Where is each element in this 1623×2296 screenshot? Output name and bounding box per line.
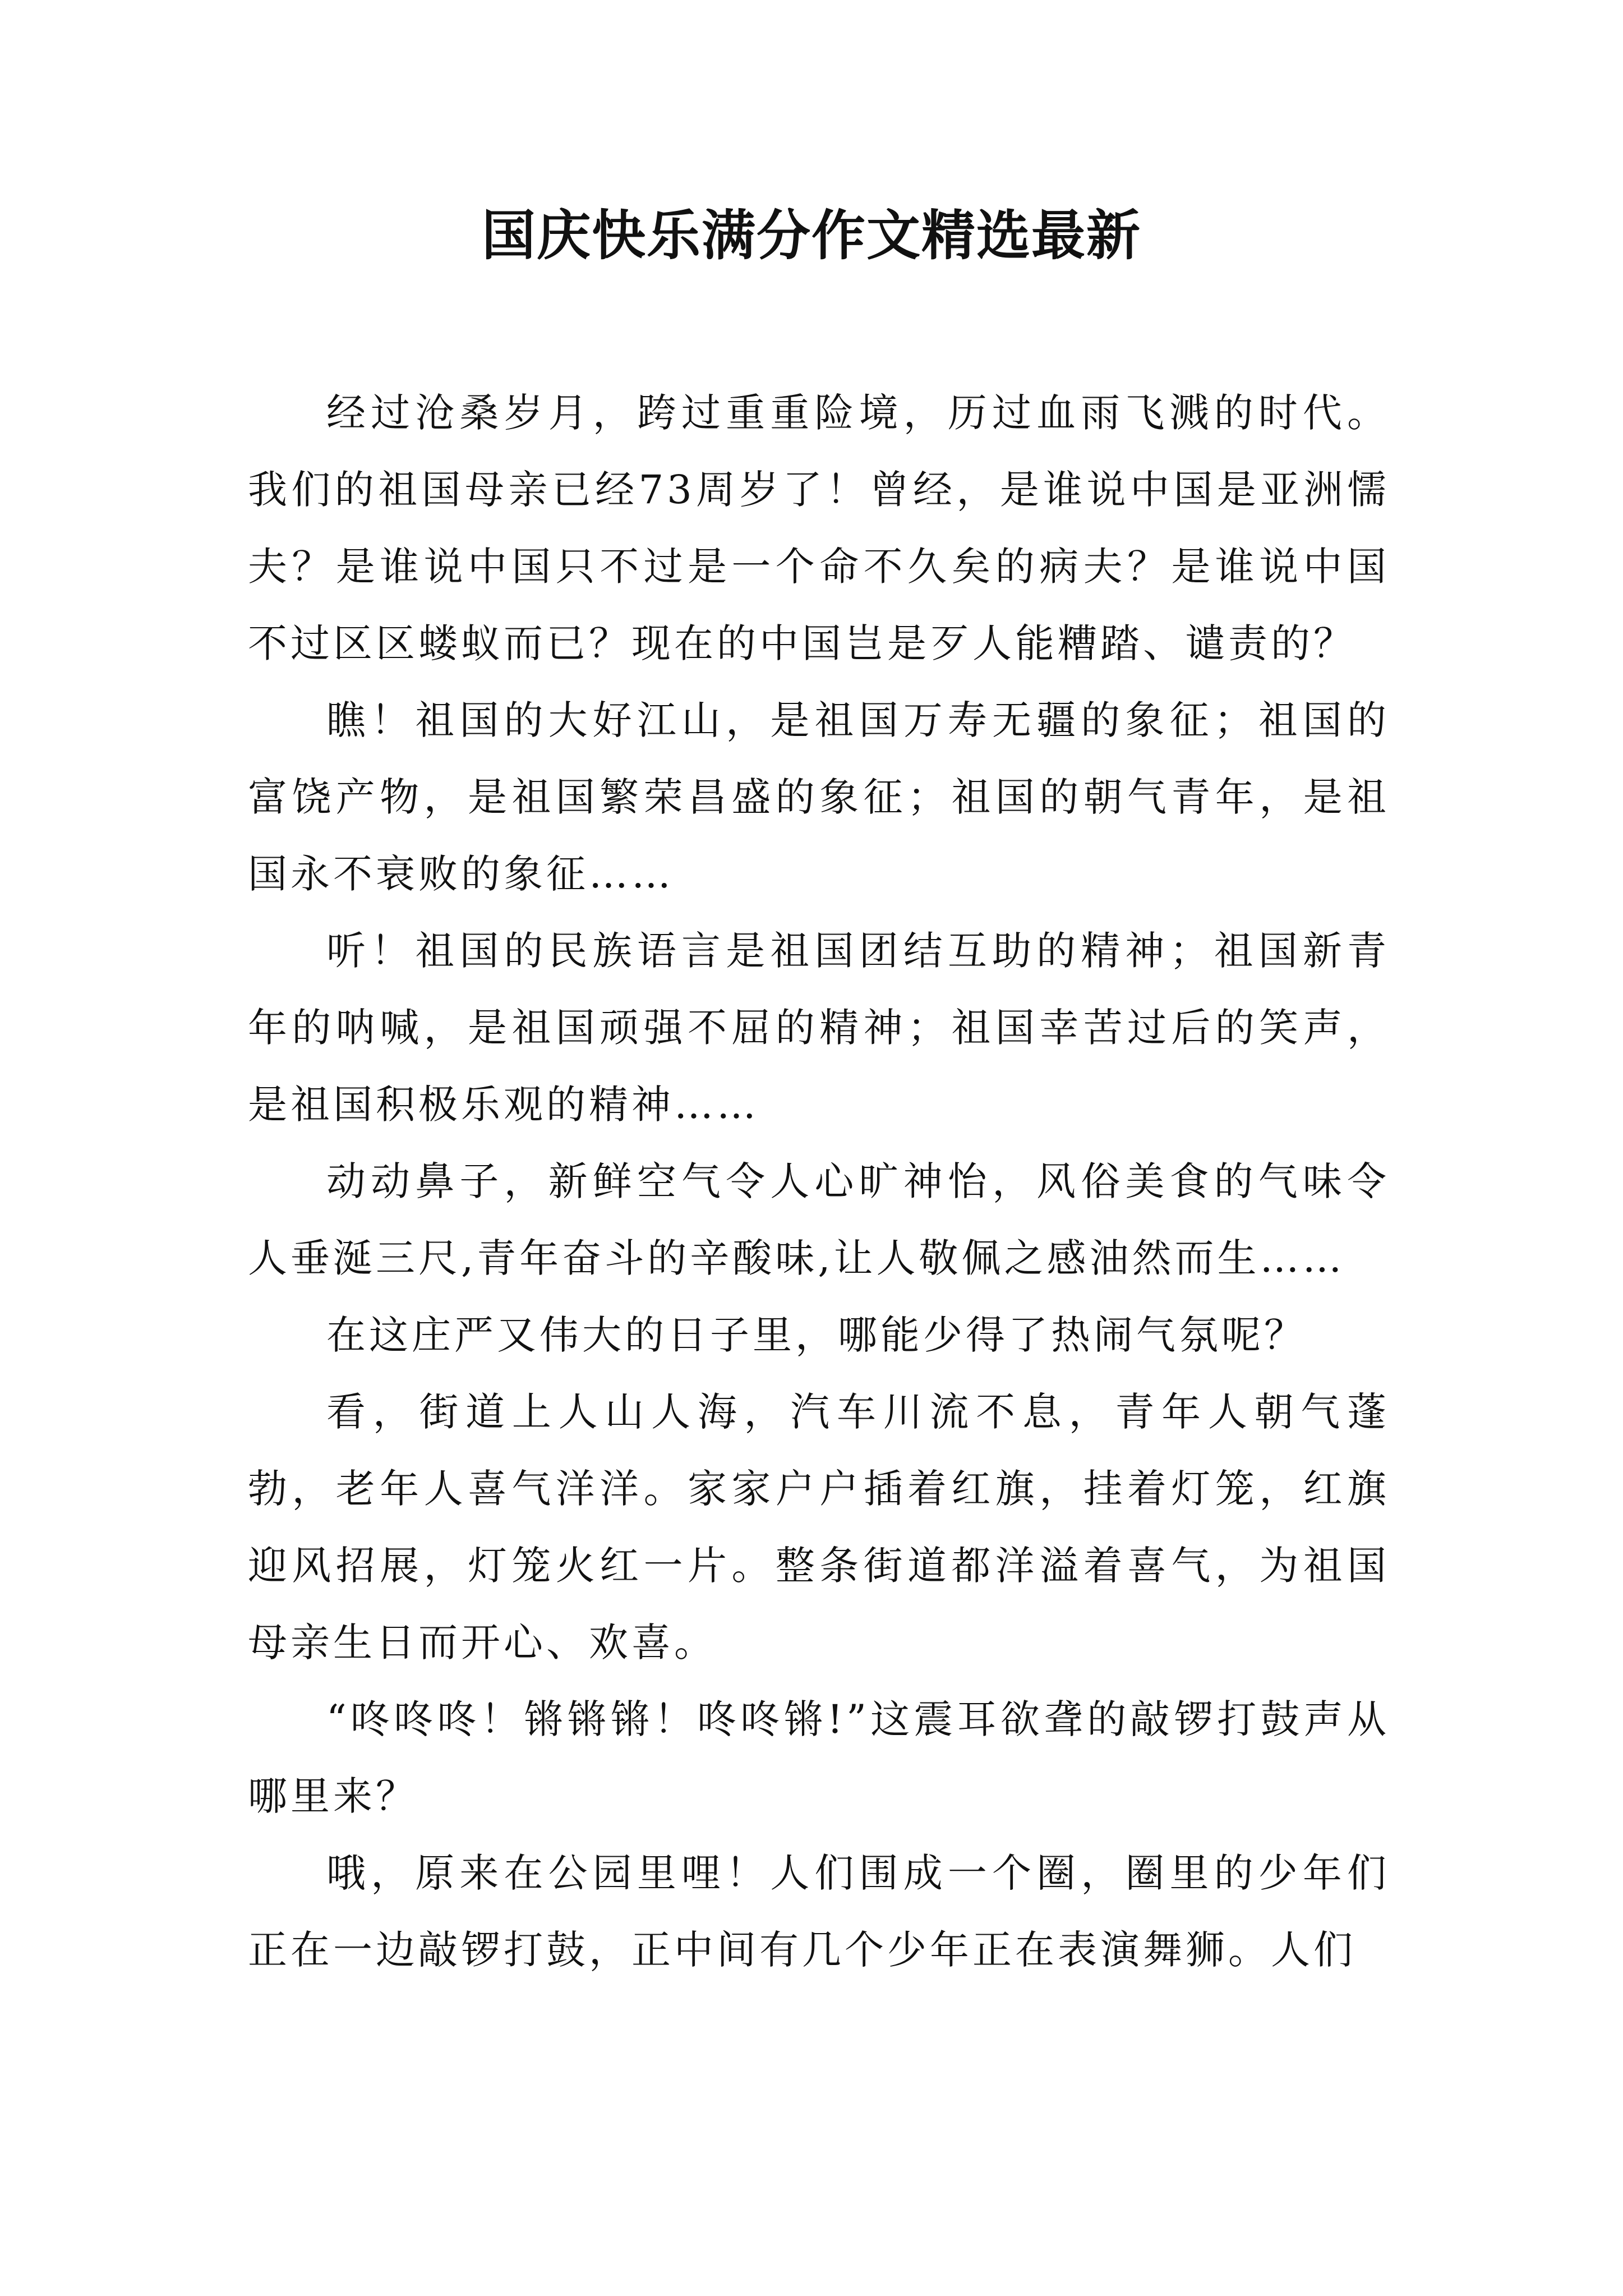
paragraph: 看，街道上人山人海，汽车川流不息，青年人朝气蓬勃，老年人喜气洋洋。家家户户插着红旗，挂着灯笼，红旗迎风招展，灯笼火红一片。整条街道都洋溢着喜气，为祖国母亲生日而开心、欢喜。: [248, 1389, 1390, 1665]
paragraph: 在这庄严又伟大的日子里，哪能少得了热闹气氛呢？: [326, 1312, 1307, 1358]
paragraph: 经过沧桑岁月，跨过重重险境，历过血雨飞溅的时代。我们的祖国母亲已经73周岁了！曾经，是谁说中国是亚洲懦夫？是谁说中国只不过是一个命不久矣的病夫？是谁说中国不过区区蝼蚁而已？现在的中国岂是歹人能糟踏、谴责的？: [248, 390, 1390, 666]
paragraph: 哦，原来在公园里哩！人们围成一个圈，圈里的少年们正在一边敲锣打鼓，正中间有几个少年正在表演舞狮。人们: [248, 1850, 1390, 1973]
paragraph: 瞧！祖国的大好江山，是祖国万寿无疆的象征；祖国的富饶产物，是祖国繁荣昌盛的象征；祖国的朝气青年，是祖国永不衰败的象征……: [248, 697, 1390, 897]
document-title: 国庆快乐满分作文精选最新: [482, 204, 1141, 267]
paragraph: “咚咚咚！锵锵锵！咚咚锵!”这震耳欲聋的敲锣打鼓声从哪里来？: [248, 1696, 1390, 1819]
document-body: [248, 375, 1390, 1989]
paragraph: 动动鼻子，新鲜空气令人心旷神怡，风俗美食的气味令人垂涎三尺,青年奋斗的辛酸味,让人敬佩之感油然而生……: [248, 1158, 1390, 1281]
paragraph: 听！祖国的民族语言是祖国团结互助的精神；祖国新青年的呐喊，是祖国顽强不屈的精神；祖国幸苦过后的笑声，是祖国积极乐观的精神……: [248, 928, 1390, 1128]
